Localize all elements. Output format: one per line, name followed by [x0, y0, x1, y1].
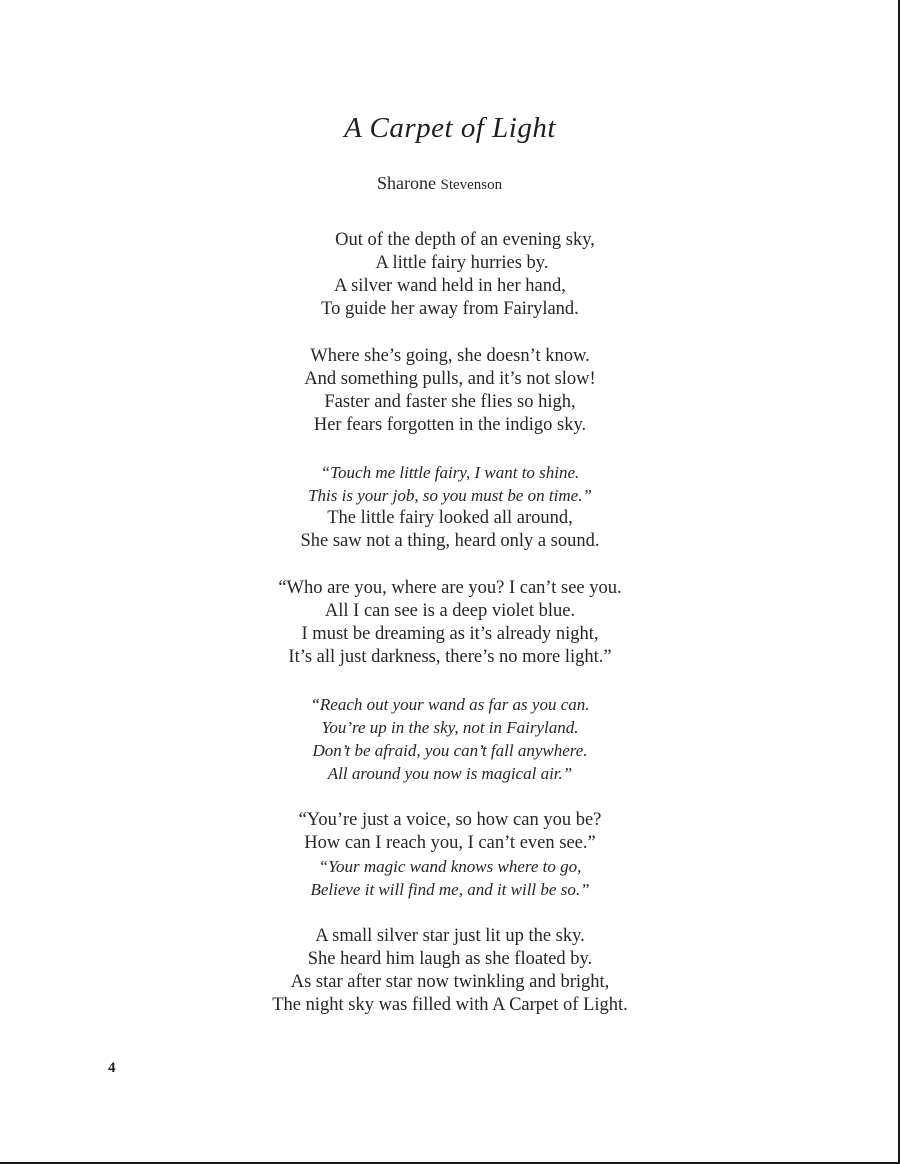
poem-line: The little fairy looked all around, — [327, 508, 573, 528]
poem-line: As star after star now twinkling and bright, — [290, 972, 610, 992]
poem-line: How can I reach you, I can’t even see.” — [304, 833, 596, 853]
poem-line: A silver wand held in her hand, — [334, 276, 566, 296]
poem-line: Where she’s going, she doesn’t know. — [310, 346, 590, 366]
poem-line-italic: “Touch me little fairy, I want to shine. — [320, 463, 580, 482]
poem-line-italic: This is your job, so you must be on time.” — [308, 486, 592, 505]
poem-line: All I can see is a deep violet blue. — [324, 601, 576, 621]
poem-line: The night sky was filled with A Carpet of Light. — [272, 995, 628, 1015]
poem-line: “You’re just a voice, so how can you be? — [298, 810, 602, 830]
poem-line: She saw not a thing, heard only a sound. — [300, 531, 600, 551]
poem-line: Her fears forgotten in the indigo sky. — [313, 415, 587, 435]
poem-line: To guide her away from Fairyland. — [321, 299, 579, 319]
poem-line: And something pulls, and it’s not slow! — [304, 369, 596, 389]
poem-line: “Who are you, where are you? I can’t see you. — [278, 578, 622, 598]
author-name — [377, 173, 502, 194]
author-first-name: Sharone — [377, 173, 436, 193]
poem-line: Faster and faster she flies so high, — [324, 392, 576, 412]
poem-line: Out of the depth of an evening sky, — [335, 230, 595, 250]
poem-line: I must be dreaming as it’s already night, — [301, 624, 599, 644]
poem-line: She heard him laugh as she floated by. — [307, 949, 593, 969]
poem-line-italic: You’re up in the sky, not in Fairyland. — [321, 718, 579, 737]
poem-line-italic: Believe it will find me, and it will be so.” — [310, 880, 590, 899]
poem-line-italic: Don’t be afraid, you can’t fall anywhere. — [312, 741, 588, 760]
poem-line: A small silver star just lit up the sky. — [315, 926, 585, 946]
poem-line: A little fairy hurries by. — [375, 253, 549, 273]
author-last-name: Stevenson — [440, 177, 503, 193]
poem-line: It’s all just darkness, there’s no more light.” — [288, 647, 612, 667]
poem-line-italic: All around you now is magical air.” — [327, 764, 573, 783]
poem-title: A Carpet of Light — [344, 112, 556, 144]
page-number: 4 — [108, 1060, 116, 1076]
poem-line-italic: “Your magic wand knows where to go, — [318, 857, 582, 876]
poem-line-italic: “Reach out your wand as far as you can. — [310, 695, 590, 714]
